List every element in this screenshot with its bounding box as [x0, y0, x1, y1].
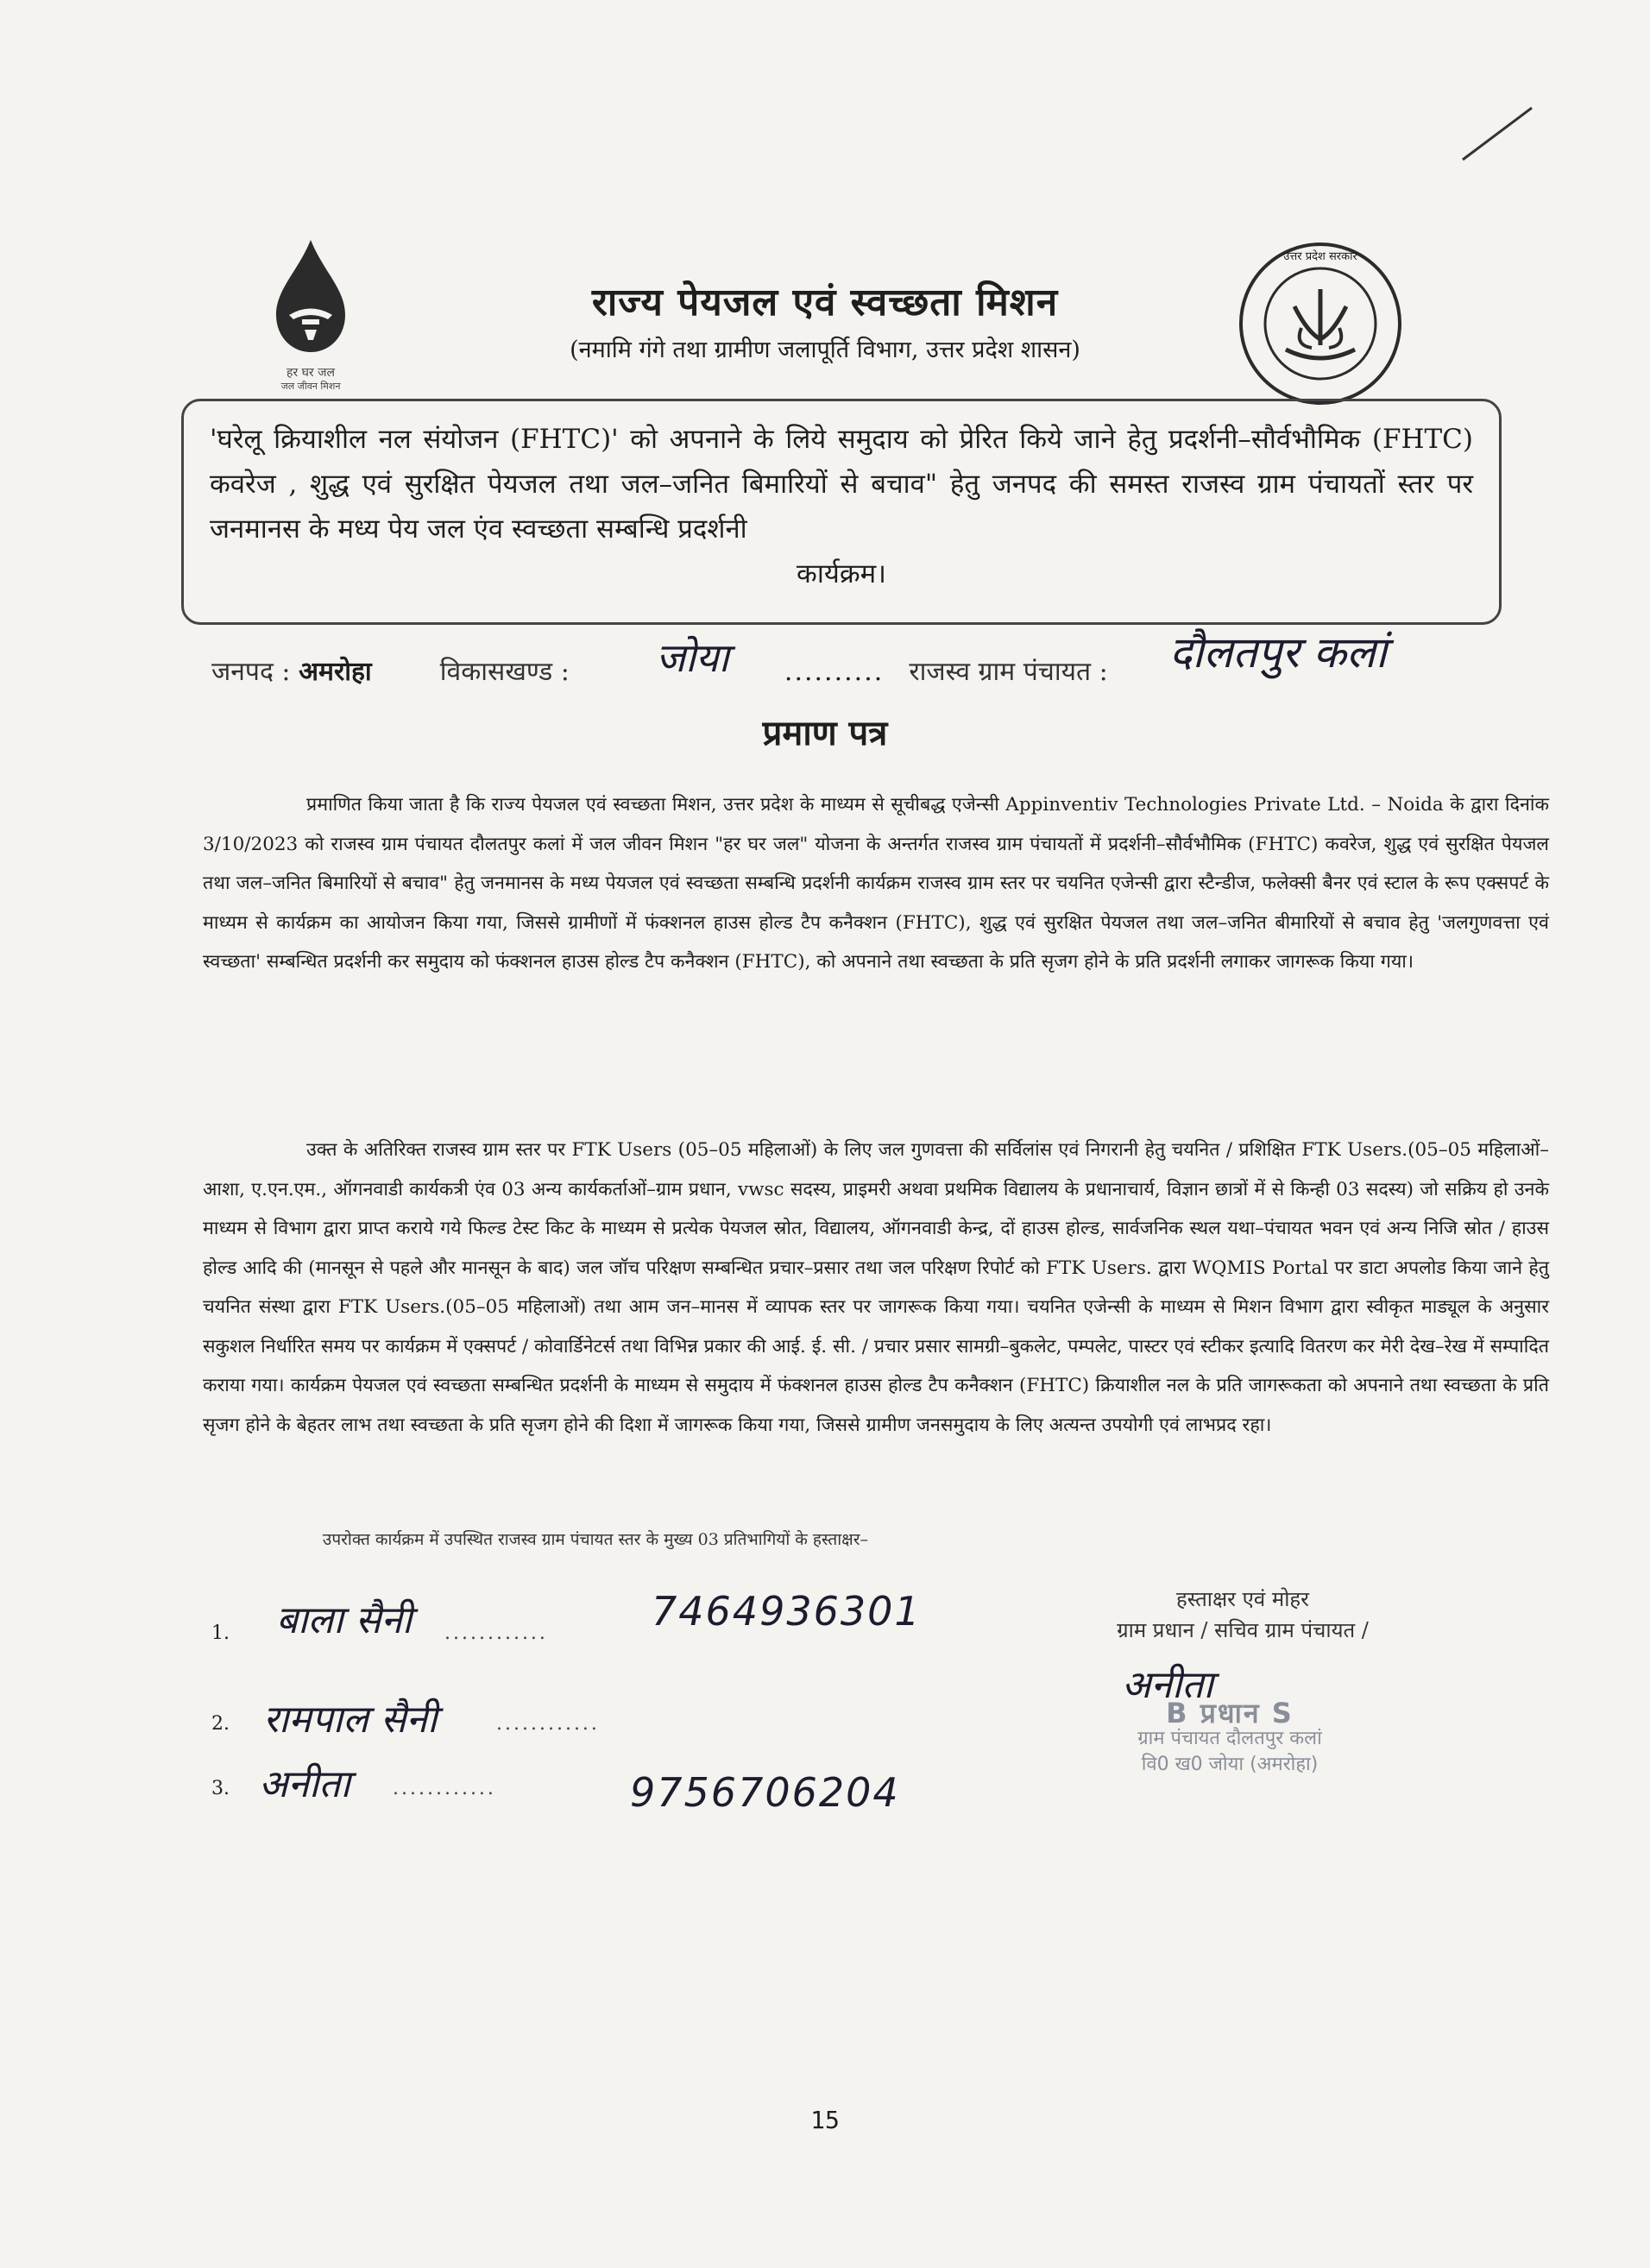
participant-signature-2: रामपाल सैनी	[263, 1698, 438, 1742]
gram-panchayat-label: राजस्व ग्राम पंचायत :	[909, 657, 1108, 687]
seal-icon	[1234, 237, 1407, 410]
up-government-seal	[1234, 237, 1407, 410]
seal-text: उत्तर प्रदेश सरकार	[1283, 250, 1357, 263]
scheme-description: 'घरेलू क्रियाशील नल संयोजन (FHTC)' को अपनाने के लिये समुदाय को प्रेरित किये जाने हेतु प्रदर्शनी–सौर्वभौमिक (FHTC) कवरेज , शुद्ध एवं सुरक्षित पेयजल तथा जल–जनित बिमारियों से बचाव" हेतु जनपद की समस्त राजस्व ग्राम पंचायतों स्तर पर जनमानस के मध्य पेय जल एंव स्वच्छता सम्बन्धि प्रदर्शनी	[210, 424, 1473, 545]
participant-number: 1.	[211, 1622, 230, 1644]
signature-seal-caption	[1070, 1584, 1415, 1646]
pradhan-signature: अनीता	[1122, 1663, 1213, 1707]
district-value: अमरोहा	[299, 657, 372, 687]
page-number: 15	[810, 2106, 840, 2134]
participant-signature-3: अनीता	[259, 1762, 350, 1806]
participant-signature-1: बाला सैनी	[276, 1598, 412, 1642]
stamp-line-1: B प्रधान S	[1166, 1697, 1294, 1729]
participant-phone-3: 9756706204	[630, 1769, 900, 1816]
participant-number: 2.	[211, 1713, 230, 1735]
logo-caption-1: हर घर जल	[287, 366, 335, 380]
district-label: जनपद :	[211, 657, 291, 687]
pradhan-stamp	[1057, 1697, 1402, 1778]
participant-row-3	[211, 1778, 496, 1799]
scheme-description-last: कार्यक्रम।	[797, 558, 886, 589]
certificate-paragraph-1: प्रमाणित किया जाता है कि राज्य पेयजल एवं स्वच्छता मिशन, उत्तर प्रदेश के माध्यम से सूचीबद्ध एजेन्सी Appinventiv Technologies Private Ltd. – Noida के द्वारा दिनांक 3/10/2023 को राजस्व ग्राम पंचायत दौलतपुर कलां में जल जीवन मिशन "हर घर जल" योजना के अन्तर्गत राजस्व ग्राम पंचायतों में प्रदर्शनी–सौर्वभौमिक (FHTC) कवरेज, शुद्ध एवं सुरक्षित पेयजल तथा जल–जनित बिमारियों से बचाव" हेतु जनमानस के मध्य पेयजल एवं स्वच्छता सम्बन्धि प्रदर्शनी कार्यक्रम राजस्व ग्राम स्तर पर चयनित एजेन्सी द्वारा स्टैन्डीज, फलेक्सी बैनर एवं स्टाल के रूप एक्सपर्ट के माध्यम से कार्यक्रम का आयोजन किया गया, जिससे ग्रामीणों में फंक्शनल हाउस होल्ड टैप कनैक्शन (FHTC), शुद्ध एवं सुरक्षित पेयजल तथा जल–जनित बीमारियों से बचाव हेतु 'जलगुणवत्ता एवं स्वच्छता' सम्बन्धित प्रदर्शनी कर समुदाय को फंक्शनल हाउस होल्ड टैप कनैक्शन (FHTC), को अपनाने तथा स्वच्छता के प्रति सृजग होने के प्रति प्रदर्शनी लगाकर जागरूक किया गया।	[203, 794, 1549, 973]
document-title: राज्य पेयजल एवं स्वच्छता मिशन	[591, 280, 1059, 324]
block-dots: ..........	[784, 657, 885, 687]
signature-caption-line-1: हस्ताक्षर एवं मोहर	[1175, 1587, 1309, 1611]
check-mark-icon	[1458, 104, 1536, 164]
participant-phone-1: 7464936301	[652, 1588, 922, 1635]
participants-note: उपरोक्त कार्यक्रम में उपस्थित राजस्व ग्राम पंचायत स्तर के मुख्य 03 प्रतिभागियों के हस्ताक्षर–	[322, 1530, 869, 1549]
block-value-handwritten: जोया	[656, 634, 729, 681]
certificate-title: प्रमाण पत्र	[762, 713, 888, 753]
participant-number: 3.	[211, 1778, 230, 1799]
gram-panchayat-value-handwritten: दौलतपुर कलां	[1169, 627, 1387, 677]
stamp-line-3: वि0 ख0 जोया (अमरोहा)	[1141, 1754, 1319, 1775]
participant-dots: ............	[444, 1622, 548, 1644]
block-label: विकासखण्ड :	[439, 657, 570, 687]
participant-dots: ............	[393, 1778, 496, 1799]
certificate-paragraph-2: उक्त के अतिरिक्त राजस्व ग्राम स्तर पर FTK Users (05–05 महिलाओं) के लिए जल गुणवत्ता की सर्विलांस एवं निगरानी हेतु चयनित / प्रशिक्षित FTK Users.(05–05 महिलाओं–आशा, ए.एन.एम., ऑगनवाडी कार्यकत्री एंव 03 अन्य कार्यकर्ताओं–ग्राम प्रधान, vwsc सदस्य, प्राइमरी अथवा प्रथमिक विद्यालय के प्रधानाचार्य, विज्ञान छात्रों में से किन्ही 03 सदस्य) जो सक्रिय हो उनके माध्यम से विभाग द्वारा प्राप्त कराये गये फिल्ड टेस्ट किट के माध्यम से प्रत्येक पेयजल स्रोत, विद्यालय, ऑगनवाडी केन्द्र, दों हाउस होल्ड, सार्वजनिक स्थल यथा–पंचायत भवन एवं अन्य निजि स्रोत / हाउस होल्ड आदि की (मानसून से पहले और मानसून के बाद) जल जॉच परिक्षण सम्बन्धित प्रचार–प्रसार तथा जल परिक्षण रिपोर्ट को FTK Users. द्वारा WQMIS Portal पर डाटा अपलोड किया जाने हेतु चयनित संस्था द्वारा FTK Users.(05–05 महिलाओं) तथा आम जन–मानस में व्यापक स्तर पर जागरूक किया गया। चयनित एजेन्सी के माध्यम से मिशन विभाग द्वारा स्वीकृत माड्यूल के अनुसार सकुशल निर्धारित समय पर कार्यक्रम में एक्सपर्ट / कोवार्डिनेटर्स तथा विभिन्न प्रकार की आई. ई. सी. / प्रचार प्रसार सामग्री–बुकलेट, पम्पलेट, पास्टर एवं स्टीकर इत्यादि वितरण कर मेरी देख–रेख में सम्पादित कराया गया। कार्यक्रम पेयजल एवं स्वच्छता सम्बन्धित प्रदर्शनी के माध्यम से समुदाय में फंक्शनल हाउस होल्ड टैप कनैक्शन (FHTC) क्रियाशील नल के प्रति जागरूकता को अपनाने तथा स्वच्छता के प्रति सृजग होने के बेहतर लाभ तथा स्वच्छता के प्रति सृजग होने की दिशा में जागरूक किया गया, जिससे ग्रामीण जनसमुदाय के लिए अत्यन्त उपयोगी एवं लाभप्रद रहा।	[203, 1139, 1549, 1436]
document-subtitle: (नमामि गंगे तथा ग्रामीण जलापूर्ति विभाग, उत्तर प्रदेश शासन)	[570, 337, 1080, 363]
scheme-description-box	[181, 399, 1502, 625]
logo-caption-2: जल जीवन मिशन	[280, 381, 341, 392]
participant-dots: ............	[496, 1713, 600, 1735]
signature-caption-line-2: ग्राम प्रधान / सचिव ग्राम पंचायत /	[1117, 1618, 1369, 1642]
stamp-line-2: ग्राम पंचायत दौलतपुर कलां	[1137, 1728, 1322, 1749]
